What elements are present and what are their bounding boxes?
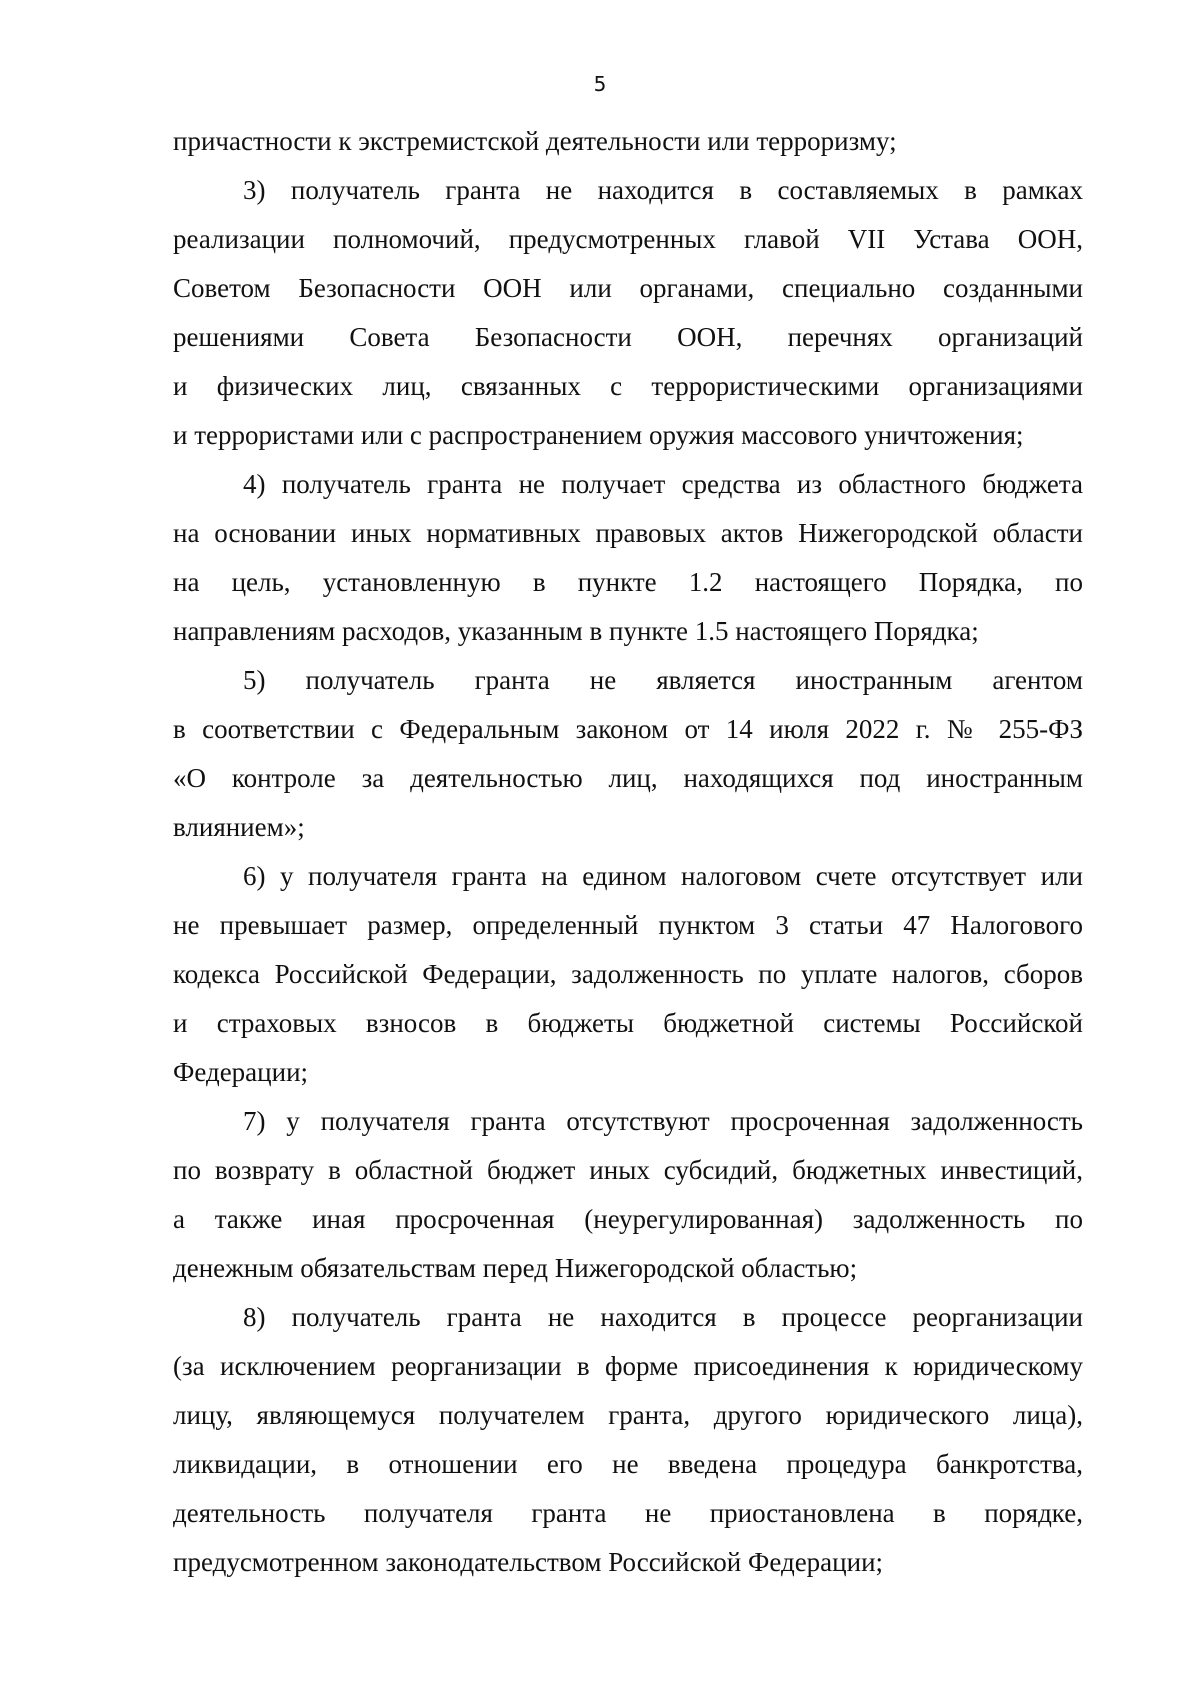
text-line: причастности к экстремистской деятельности или терроризму; — [173, 126, 897, 156]
text-line: деятельность получателя гранта не приостановлена в порядке, — [173, 1498, 1083, 1528]
text-line: а также иная просроченная (неурегулированная) задолженность по — [173, 1204, 1083, 1234]
text-line: реализации полномочий, предусмотренных главой VII Устава ООН, — [173, 224, 1083, 254]
text-line: 7) у получателя гранта отсутствуют просроченная задолженность — [243, 1106, 1083, 1136]
text-line: ликвидации, в отношении его не введена процедура банкротства, — [173, 1449, 1083, 1479]
paragraph — [173, 117, 1083, 166]
text-line: на цель, установленную в пункте 1.2 настоящего Порядка, по — [173, 567, 1083, 597]
text-line: по возврату в областной бюджет иных субсидий, бюджетных инвестиций, — [173, 1155, 1083, 1185]
text-line: 3) получатель гранта не находится в составляемых в рамках — [243, 175, 1083, 205]
text-line: направлениям расходов, указанным в пункте 1.5 настоящего Порядка; — [173, 616, 979, 646]
paragraph — [173, 1293, 1083, 1587]
text-line: лицу, являющемуся получателем гранта, другого юридического лица), — [173, 1400, 1083, 1430]
paragraph — [173, 852, 1083, 1097]
text-line: не превышает размер, определенный пунктом 3 статьи 47 Налогового — [173, 910, 1083, 940]
text-line: 8) получатель гранта не находится в процессе реорганизации — [243, 1302, 1083, 1332]
text-line: Федерации; — [173, 1057, 309, 1087]
page-number: 5 — [593, 72, 607, 96]
text-line: 4) получатель гранта не получает средства из областного бюджета — [243, 469, 1083, 499]
paragraph — [173, 1097, 1083, 1293]
text-line: предусмотренном законодательством Российской Федерации; — [173, 1547, 884, 1577]
text-line: и страховых взносов в бюджеты бюджетной системы Российской — [173, 1008, 1083, 1038]
text-line: и физических лиц, связанных с террористическими организациями — [173, 371, 1083, 401]
paragraph — [173, 460, 1083, 656]
text-line: 5) получатель гранта не является иностранным агентом — [243, 665, 1083, 695]
text-line: и террористами или с распространением оружия массового уничтожения; — [173, 420, 1024, 450]
paragraph — [173, 656, 1083, 852]
text-line: в соответствии с Федеральным законом от 14 июля 2022 г. № 255-ФЗ — [173, 714, 1083, 744]
text-line: влиянием»; — [173, 812, 305, 842]
text-line: денежным обязательствам перед Нижегородской областью; — [173, 1253, 858, 1283]
text-line: на основании иных нормативных правовых актов Нижегородской области — [173, 518, 1083, 548]
text-line: (за исключением реорганизации в форме присоединения к юридическому — [173, 1351, 1083, 1381]
text-line: решениями Совета Безопасности ООН, перечнях организаций — [173, 322, 1083, 352]
paragraph — [173, 166, 1083, 460]
text-line: «О контроле за деятельностью лиц, находящихся под иностранным — [173, 763, 1083, 793]
text-line: 6) у получателя гранта на едином налоговом счете отсутствует или — [243, 861, 1083, 891]
text-line: кодекса Российской Федерации, задолженность по уплате налогов, сборов — [173, 959, 1083, 989]
document-body — [173, 117, 1083, 1587]
text-line: Советом Безопасности ООН или органами, специально созданными — [173, 273, 1083, 303]
